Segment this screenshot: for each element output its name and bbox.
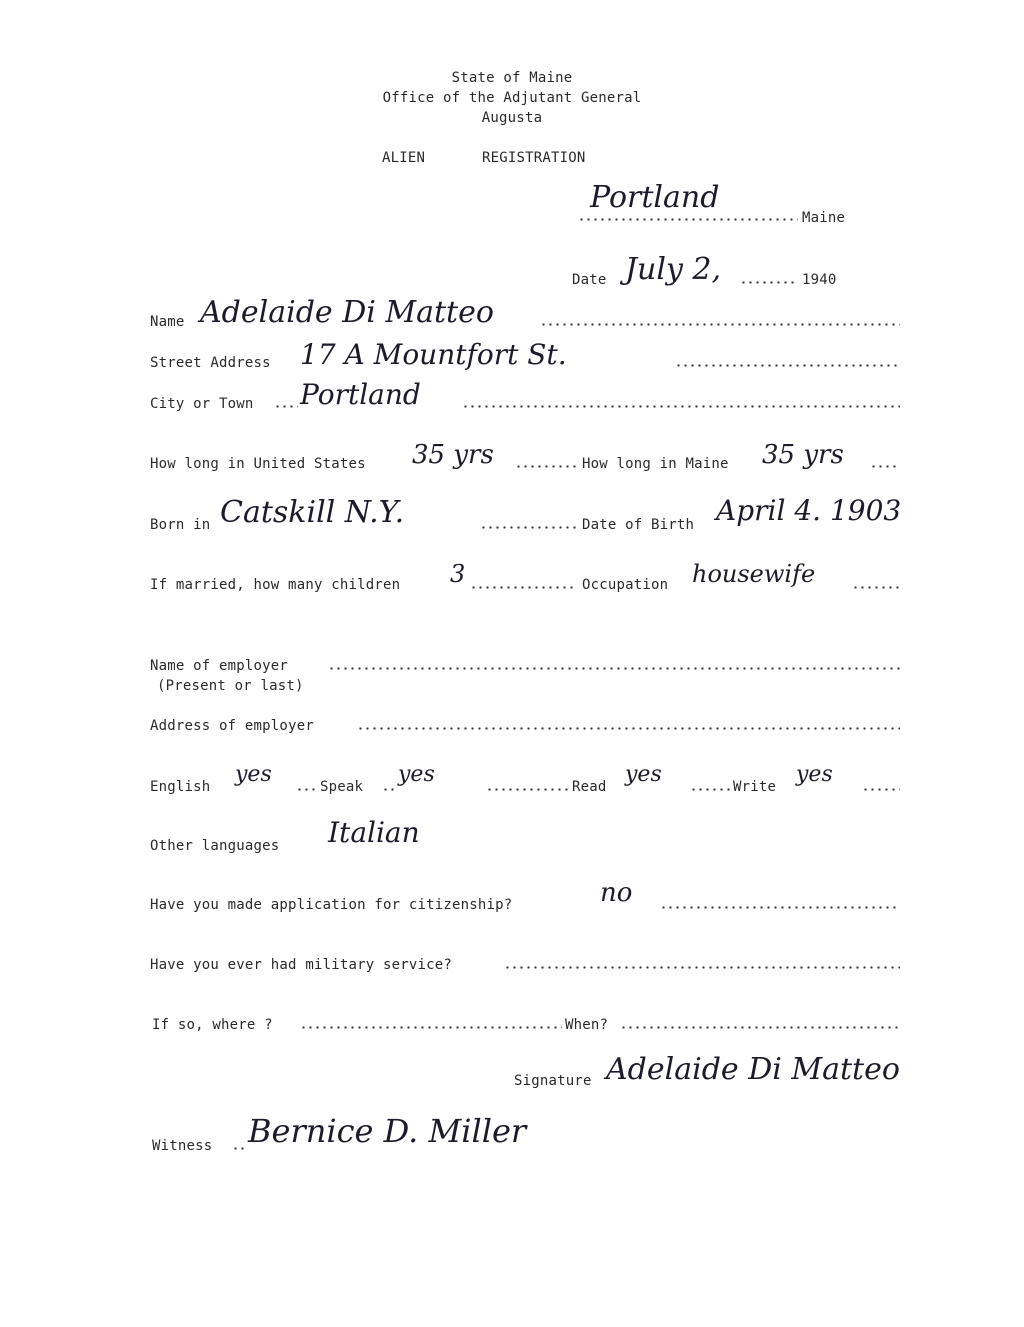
city-dots — [462, 405, 900, 408]
date-value: July 2, — [625, 252, 722, 287]
witness-dots — [232, 1147, 246, 1150]
date-dots — [740, 281, 798, 284]
read-label: Read — [572, 779, 607, 795]
street-dots — [675, 364, 900, 367]
header-state: State of Maine — [451, 70, 573, 86]
other-languages-value: Italian — [328, 816, 420, 849]
title-registration: REGISTRATION — [482, 150, 586, 166]
place-suffix: Maine — [802, 210, 846, 226]
read-dots — [690, 788, 730, 791]
citizenship-dots — [660, 906, 900, 909]
speak-value: yes — [398, 762, 435, 787]
date-year: 1940 — [802, 272, 837, 288]
born-value: Catskill N.Y. — [220, 495, 405, 530]
years-us-value: 35 yrs — [412, 440, 494, 470]
employer-address-label: Address of employer — [150, 718, 314, 734]
english-dots — [296, 788, 316, 791]
born-dots — [480, 526, 578, 529]
place-dots — [578, 218, 798, 221]
signature-label: Signature — [514, 1073, 592, 1089]
years-us-label: How long in United States — [150, 456, 366, 472]
dob-value: April 4. 1903 — [716, 494, 902, 527]
occupation-value: housewife — [692, 560, 816, 588]
name-label: Name — [150, 314, 185, 330]
speak-dots-pre — [382, 788, 396, 791]
write-dots — [862, 788, 900, 791]
employer-dots — [328, 667, 900, 670]
witness-label: Witness — [152, 1138, 213, 1154]
occupation-label: Occupation — [582, 577, 669, 593]
name-dots — [540, 323, 900, 326]
citizenship-label: Have you made application for citizenship? — [150, 897, 513, 913]
place-value: Portland — [590, 180, 720, 215]
witness-value: Bernice D. Miller — [248, 1112, 527, 1150]
street-label: Street Address — [150, 355, 271, 371]
employer-sublabel: (Present or last) — [157, 678, 304, 694]
speak-dots — [486, 788, 570, 791]
occupation-dots — [852, 586, 900, 589]
header-office: Office of the Adjutant General — [382, 90, 642, 106]
years-maine-value: 35 yrs — [762, 440, 844, 470]
english-value: yes — [235, 762, 272, 787]
write-label: Write — [733, 779, 777, 795]
signature-value: Adelaide Di Matteo — [606, 1052, 900, 1087]
citizenship-value: no — [600, 878, 633, 908]
other-languages-label: Other languages — [150, 838, 280, 854]
military-dots — [504, 966, 900, 969]
read-value: yes — [625, 762, 662, 787]
years-maine-dots — [870, 465, 900, 468]
children-value: 3 — [450, 560, 466, 588]
employer-label: Name of employer — [150, 658, 289, 674]
english-label: English — [150, 779, 211, 795]
years-us-dots — [515, 465, 577, 468]
city-label: City or Town — [150, 396, 254, 412]
born-label: Born in — [150, 517, 211, 533]
years-maine-label: How long in Maine — [582, 456, 729, 472]
name-value: Adelaide Di Matteo — [200, 295, 494, 330]
where-dots — [300, 1026, 562, 1029]
city-dots-pre — [274, 405, 298, 408]
military-label: Have you ever had military service? — [150, 957, 453, 973]
where-label: If so, where ? — [152, 1017, 273, 1033]
write-value: yes — [796, 762, 833, 787]
children-label: If married, how many children — [150, 577, 401, 593]
employer-address-dots — [357, 727, 900, 730]
title-alien: ALIEN — [382, 150, 426, 166]
header-city: Augusta — [481, 110, 543, 126]
when-label: When? — [565, 1017, 609, 1033]
street-value: 17 A Mountfort St. — [300, 338, 567, 371]
speak-label: Speak — [320, 779, 364, 795]
children-dots — [470, 586, 577, 589]
city-value: Portland — [300, 378, 421, 411]
dob-label: Date of Birth — [582, 517, 695, 533]
date-label: Date — [572, 272, 607, 288]
when-dots — [620, 1026, 900, 1029]
